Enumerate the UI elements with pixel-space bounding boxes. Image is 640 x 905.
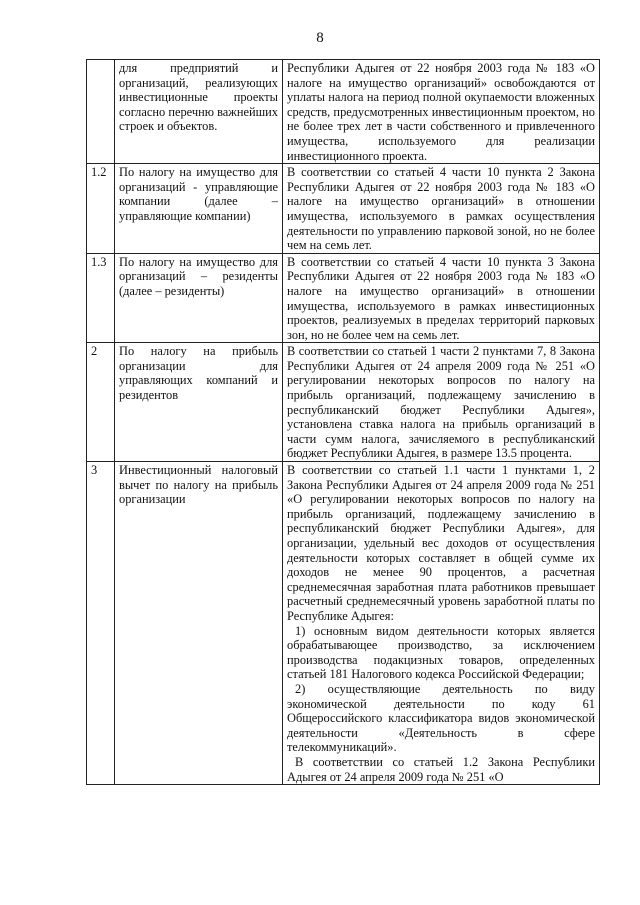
row-number-cell: [87, 60, 115, 164]
benefit-description-cell: [283, 253, 600, 343]
benefit-description-cell: [283, 343, 600, 462]
row-number-cell: 2: [87, 343, 115, 462]
description-paragraph: В соответствии со статьей 4 части 10 пункта 3 Закона Республики Адыгея от 22 ноября 2003 года № 183 «О налоге на имущество организаций» в отношении имущества, используемого в рамках инвестиционных проектов, реализуемых в пределах территорий парковых зон, но не более чем на семь лет.: [287, 254, 595, 342]
description-paragraph: В соответствии со статьей 1 части 2 пунктами 7, 8 Закона Республики Адыгея от 24 апреля 2009 года № 251 «О регулировании некоторых вопросов по налогу на прибыль организаций, подлежащему зачислению в республиканский бюджет Республики Адыгея», установлена ставка налога на прибыль организаций в части сумм налога, зачисляемого в республиканский бюджет Республики Адыгея, в размере 13.5 процента.: [287, 344, 595, 461]
benefits-table: [86, 59, 600, 785]
benefit-description-cell: [283, 60, 600, 164]
description-paragraph: 2) осуществляющие деятельность по виду экономической деятельности по коду 61 Общероссийского классификатора видов экономической деятельности «Деятельность в сфере телекоммуникаций».: [287, 681, 595, 755]
row-number-cell: 1.2: [87, 164, 115, 254]
benefit-name-cell: По налогу на прибыль организации для управляющих компаний и резидентов: [115, 343, 283, 462]
table-row: [87, 343, 600, 462]
page-number: 8: [316, 30, 324, 46]
benefit-description-cell: [283, 462, 600, 785]
description-paragraph: Республики Адыгея от 22 ноября 2003 года № 183 «О налоге на имущество организаций» освобождаются от уплаты налога на период полной окупаемости вложенных средств, предусмотренных инвестиционным проектом, но не более трех лет в части собственного и привлеченного имущества, используемого для реализации инвестиционного проекта.: [287, 61, 595, 163]
benefit-name-cell: Инвестиционный налоговый вычет по налогу на прибыль организации: [115, 462, 283, 785]
table-row: [87, 164, 600, 254]
benefit-description-cell: [283, 164, 600, 254]
description-paragraph: В соответствии со статьей 1.2 Закона Республики Адыгея от 24 апреля 2009 года № 251 «О: [287, 754, 595, 784]
row-number-cell: 3: [87, 462, 115, 785]
row-number-cell: 1.3: [87, 253, 115, 343]
description-paragraph: 1) основным видом деятельности которых является обрабатывающее производство, за исключением производства подакцизных товаров, определенных статьей 181 Налогового кодекса Российской Федерации;: [287, 623, 595, 682]
benefit-name-cell: По налогу на имущество для организаций – резиденты (далее – резиденты): [115, 253, 283, 343]
description-paragraph: В соответствии со статьей 4 части 10 пункта 2 Закона Республики Адыгея от 22 ноября 2003 года № 183 «О налоге на имущество организаций» в отношении имущества, используемого в рамках осуществления деятельности по управлению парковой зоной, но не более чем на семь лет.: [287, 165, 595, 253]
table-row: [87, 60, 600, 164]
benefit-name-cell: По налогу на имущество для организаций - управляющие компании (далее – управляющие компании): [115, 164, 283, 254]
table-row: [87, 253, 600, 343]
table-row: [87, 462, 600, 785]
benefit-name-cell: для предприятий и организаций, реализующих инвестиционные проекты согласно перечню важнейших строек и объектов.: [115, 60, 283, 164]
description-paragraph: В соответствии со статьей 1.1 части 1 пунктами 1, 2 Закона Республики Адыгея от 24 апреля 2009 года № 251 «О регулировании некоторых вопросов по налогу на прибыль организаций, подлежащему зачислению в республиканский бюджет Республики Адыгея», для организации, удельный вес доходов от осуществления деятельности которых составляет в общей сумме их доходов не менее 90 процентов, а расчетная среднемесячная заработная плата работников превышает расчетный среднемесячный уровень заработной платы по Республике Адыгея:: [287, 463, 595, 623]
